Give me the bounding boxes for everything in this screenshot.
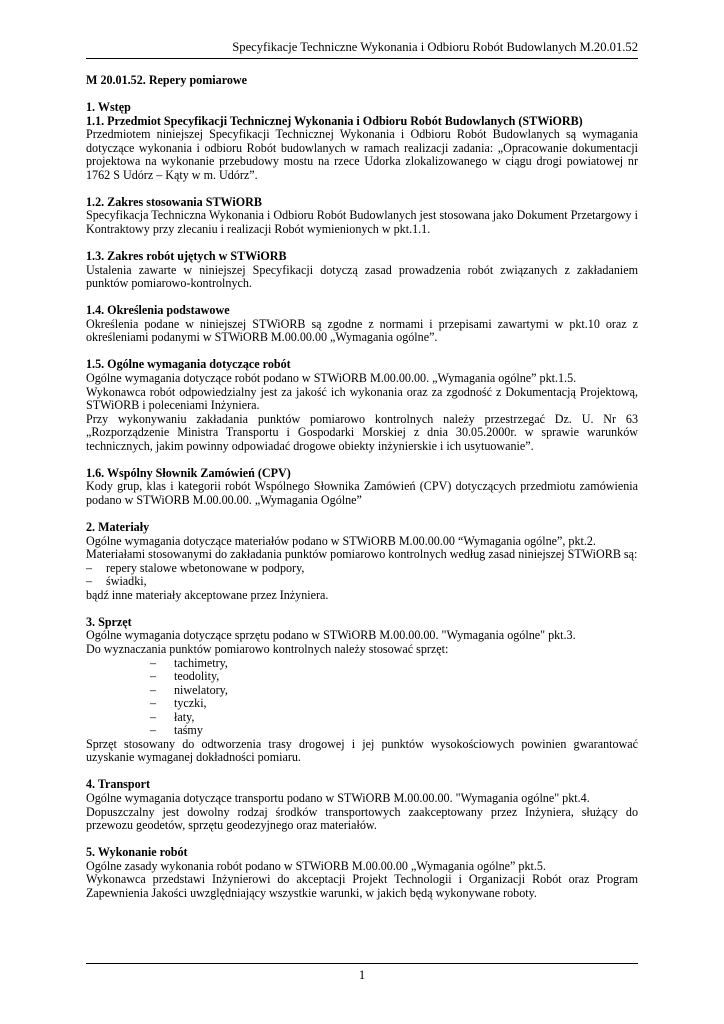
- section-5-paragraph: Wykonawca przedstawi Inżynierowi do akceptacji Projekt Technologii i Organizacji Robót oraz Program Zapewnienia Jakości uwzględniający wszystkie warunki, w jakich będą wykonywane roboty.: [86, 872, 638, 900]
- section-2-paragraph: Materiałami stosowanymi do zakładania punktów pomiarowo kontrolnych według zasad niniejszej STWiORB są:: [86, 547, 638, 562]
- section-1-2-text: Specyfikacja Techniczna Wykonania i Odbioru Robót Budowlanych jest stosowana jako Dokument Przetargowy i Kontraktowy przy zlecaniu i realizacji Robót wymienionych w pkt.1.1.: [86, 208, 638, 237]
- list-item: – niwelatory,: [86, 684, 638, 698]
- header-divider: [86, 58, 638, 59]
- section-1-4-heading: 1.4. Określenia podstawowe: [86, 303, 230, 318]
- section-1-4-text: Określenia podane w niniejszej STWiORB są zgodne z normami i przepisami zawartymi w pkt.10 oraz z określeniami podanymi w STWiORB M.00.00.00 „Wymagania ogólne”.: [86, 316, 638, 345]
- section-3-heading: 3. Sprzęt: [86, 614, 132, 629]
- document-body: [86, 74, 638, 900]
- section-1-6-text: Kody grup, klas i kategorii robót Wspólnego Słownika Zamówień (CPV) dotyczących przedmiotu zamówienia podano w STWiORB M.00.00.00. „Wymagania Ogólne”: [86, 479, 638, 507]
- section-1-5-paragraph: Wykonawca robót odpowiedzialny jest za jakość ich wykonania oraz za zgodność z Dokumentacją Projektową, STWiORB i poleceniami Inżyniera.: [86, 384, 638, 413]
- section-2-heading: 2. Materiały: [86, 520, 150, 535]
- list-item: – taśmy: [86, 724, 638, 738]
- equipment-list: [86, 657, 638, 738]
- running-header: Specyfikacje Techniczne Wykonania i Odbioru Robót Budowlanych M.20.01.52: [232, 40, 638, 54]
- document-title: M 20.01.52. Repery pomiarowe: [86, 73, 247, 87]
- section-5-heading: 5. Wykonanie robót: [86, 845, 188, 860]
- list-item: – teodolity,: [86, 670, 638, 684]
- section-1-6-heading: 1.6. Wspólny Słownik Zamówień (CPV): [86, 465, 291, 480]
- section-1-5-heading: 1.5. Ogólne wymagania dotyczące robót: [86, 357, 291, 372]
- list-item: – łaty,: [86, 711, 638, 725]
- section-1-5-paragraph: Ogólne wymagania dotyczące robót podano w STWiORB M.00.00.00. „Wymagania ogólne” pkt.1.5.: [86, 371, 577, 386]
- section-3-paragraph: Sprzęt stosowany do odtworzenia trasy drogowej i jej punktów wysokościowych powinien gwarantować uzyskanie wymaganej dokładności pomiaru.: [86, 736, 638, 765]
- section-3-paragraph: Ogólne wymagania dotyczące sprzętu podano w STWiORB M.00.00.00. "Wymagania ogólne" pkt.3.: [86, 628, 576, 643]
- section-1-1-text: Przedmiotem niniejszej Specyfikacji Technicznej Wykonania i Odbioru Robót Budowlanych są wymagania dotyczące wykonania i odbioru Robót budowlanych w ramach realizacji zadania: „Opracowanie dokumentacji projektowa na wykonanie przebudowy mostu na rzece Udorka zlokalizowanego w ciągu drogi powiatowej nr 1762 S Udórz – Kąty w m. Udórz”.: [86, 127, 638, 182]
- section-2-paragraph: bądź inne materiały akceptowane przez Inżyniera.: [86, 587, 329, 602]
- list-item: – tachimetry,: [86, 657, 638, 671]
- footer-divider: [86, 963, 638, 964]
- section-4-paragraph: Ogólne wymagania dotyczące transportu podano w STWiORB M.00.00.00. "Wymagania ogólne" pkt.4.: [86, 790, 590, 805]
- section-5-paragraph: Ogólne zasady wykonania robót podano w STWiORB M.00.00.00 „Wymagania ogólne” pkt.5.: [86, 858, 546, 873]
- section-4-heading: 4. Transport: [86, 777, 151, 792]
- section-1-1-heading: 1.1. Przedmiot Specyfikacji Technicznej Wykonania i Odbioru Robót Budowlanych (STWiORB): [86, 113, 583, 128]
- section-1-heading: 1. Wstęp: [86, 100, 131, 115]
- section-1-3-heading: 1.3. Zakres robót ujętych w STWiORB: [86, 249, 287, 264]
- section-1-5-paragraph: Przy wykonywaniu zakładania punktów pomiarowo kontrolnych należy przestrzegać Dz. U. Nr 63 „Rozporządzenie Ministra Transportu i Gospodarki Morskiej z dnia 30.05.2000r. w sprawie warunków technicznych, jakim powinny odpowiadać drogowe obiekty inżynierskie i ich usytuowanie”.: [86, 411, 638, 453]
- list-item: – repery stalowe wbetonowane w podpory,: [86, 562, 638, 576]
- list-item: – tyczki,: [86, 697, 638, 711]
- materials-list: [86, 562, 638, 589]
- section-3-paragraph: Do wyznaczania punktów pomiarowo kontrolnych należy stosować sprzęt:: [86, 641, 449, 656]
- section-2-paragraph: Ogólne wymagania dotyczące materiałów podano w STWiORB M.00.00.00 “Wymagania ogólne”, pkt.2.: [86, 533, 596, 548]
- list-item: – świadki,: [86, 575, 638, 589]
- section-1-2-heading: 1.2. Zakres stosowania STWiORB: [86, 194, 262, 209]
- page-number: 1: [358, 968, 366, 982]
- section-1-3-text: Ustalenia zawarte w niniejszej Specyfikacji dotyczą zasad prowadzenia robót związanych z zakładaniem punktów pomiarowo-kontrolnych.: [86, 262, 638, 291]
- section-4-paragraph: Dopuszczalny jest dowolny rodzaj środków transportowych zaakceptowany przez Inżyniera, służący do przewozu geodetów, sprzętu geodezyjnego oraz materiałów.: [86, 804, 638, 833]
